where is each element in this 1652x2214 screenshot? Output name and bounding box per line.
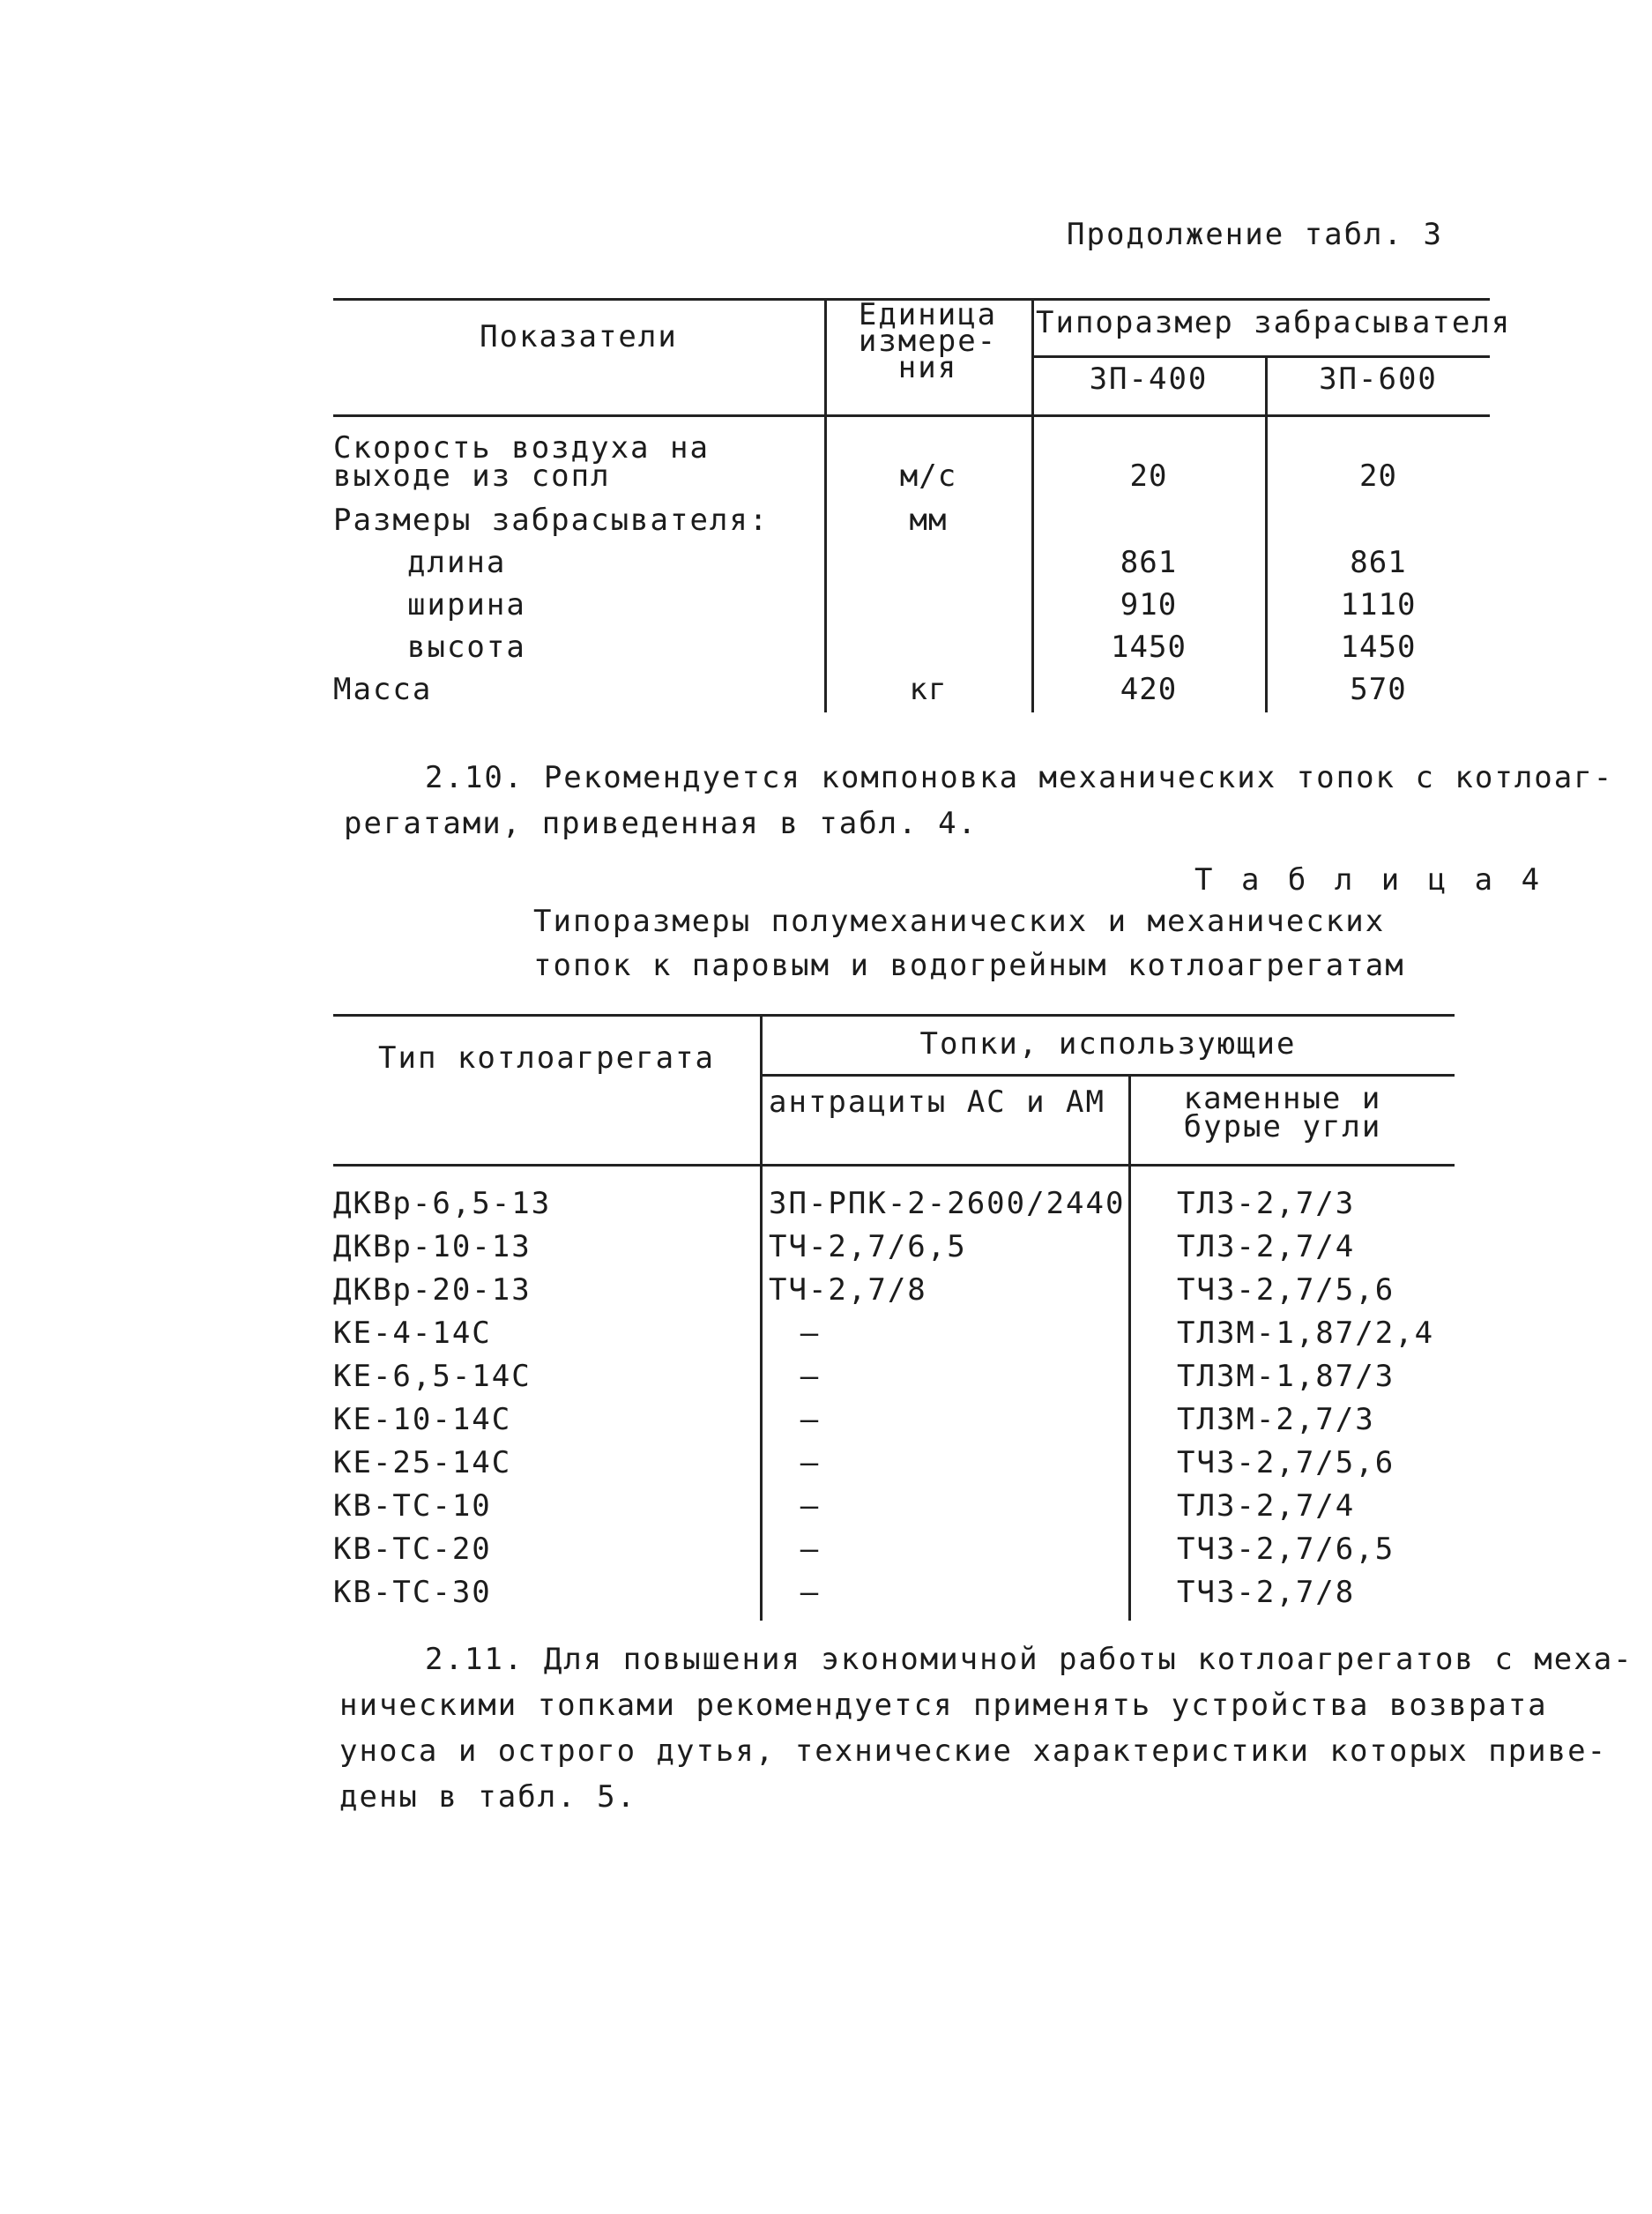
header-anthracite: антрациты АС и АМ (769, 1085, 1105, 1120)
table3-row-value-zp600: 861 (1350, 545, 1407, 580)
table4-row-coal: ТЛЗМ-1,87/3 (1177, 1359, 1395, 1394)
header-fireboxes: Топки, использующие (919, 1026, 1297, 1062)
paragraph-2-10-line-2: регатами, приведенная в табл. 4. (344, 806, 979, 841)
header-col-zp600: ЗП-600 (1319, 362, 1438, 397)
paragraph-2-11-line-2: ническими топками рекомендуется применять устройства возврата (339, 1688, 1548, 1723)
table4-row-type: ДКВр-20-13 (333, 1272, 532, 1308)
table3-row-label: Скорость воздуха на выходе из сопл (333, 430, 710, 494)
table4-row-coal: ТЧЗ-2,7/5,6 (1177, 1272, 1395, 1308)
paragraph-2-11-line-4: дены в табл. 5. (339, 1779, 637, 1815)
table4-row-anthracite: ЗП-РПК-2-2600/2440 (769, 1186, 1126, 1221)
table4-row-type: КВ-ТС-10 (333, 1488, 492, 1524)
header-unit: Единица измере- ния (858, 297, 998, 385)
table4-row-anthracite: ТЧ-2,7/6,5 (769, 1229, 967, 1264)
table3-row-value-zp600: 570 (1350, 672, 1407, 707)
table4-row-type: КЕ-10-14С (333, 1402, 512, 1437)
table3-row-value-zp400: 420 (1120, 672, 1178, 707)
table3-row-value-zp400: 1450 (1111, 630, 1187, 665)
table4-row-anthracite: – (800, 1532, 821, 1567)
table4-row-coal: ТЛЗМ-2,7/3 (1177, 1402, 1375, 1437)
table4-row-type: КВ-ТС-20 (333, 1532, 492, 1567)
table4-row-type: КЕ-25-14С (333, 1445, 512, 1480)
table3-row-value-zp400: 910 (1120, 587, 1178, 622)
table4-subheader-rule (760, 1074, 1455, 1077)
table4-row-anthracite: – (800, 1445, 821, 1480)
table4-row-coal: ТЛЗ-2,7/4 (1177, 1229, 1356, 1264)
table3-row-unit: мм (909, 503, 948, 538)
table3-row-value-zp400: 20 (1129, 458, 1168, 494)
table3-row-unit: кг (909, 672, 948, 707)
table4-row-anthracite: ТЧ-2,7/8 (769, 1272, 927, 1308)
table4-row-coal: ТЛЗМ-1,87/2,4 (1177, 1316, 1435, 1351)
table4-row-coal: ТЛЗ-2,7/3 (1177, 1186, 1356, 1221)
table3-row-unit: м/с (899, 458, 957, 494)
header-col-zp400: ЗП-400 (1089, 362, 1209, 397)
table3-header-rule (333, 414, 1490, 417)
table4-row-anthracite: – (800, 1402, 821, 1437)
table4-row-type: ДКВр-6,5-13 (333, 1186, 552, 1221)
header-indicators: Показатели (480, 319, 678, 354)
table4-row-anthracite: – (800, 1359, 821, 1394)
header-boiler-type: Тип котлоагрегата (378, 1040, 715, 1076)
header-coal: каменные и бурые угли (1183, 1081, 1382, 1144)
paragraph-2-11-line-3: уноса и острого дутья, технические характеристики которых приве- (339, 1733, 1608, 1769)
paragraph-2-11-line-1: 2.11. Для повышения экономичной работы котлоагрегатов с меха- (425, 1642, 1633, 1677)
table4-row-anthracite: – (800, 1488, 821, 1524)
table4-row-coal: ТЧЗ-2,7/6,5 (1177, 1532, 1395, 1567)
table4-row-coal: ТЛЗ-2,7/4 (1177, 1488, 1356, 1524)
table4-row-type: ДКВр-10-13 (333, 1229, 532, 1264)
table4-row-anthracite: – (800, 1575, 821, 1610)
header-size-group: Типоразмер забрасывателя (1036, 305, 1512, 340)
continuation-caption: Продолжение табл. 3 (1067, 217, 1443, 252)
table3-row-label: высота (407, 630, 526, 665)
table3-row-value-zp600: 20 (1359, 458, 1397, 494)
table4-row-anthracite: – (800, 1316, 821, 1351)
table4-title-line-2: топок к паровым и водогрейным котлоагрегатам (533, 948, 1405, 983)
paragraph-2-10-line-1: 2.10. Рекомендуется компоновка механических топок с котлоаг- (425, 760, 1614, 795)
table4-label: Т а б л и ц а 4 (1194, 862, 1545, 898)
table3-row-label: Размеры забрасывателя: (333, 503, 770, 538)
table3-row-label: ширина (407, 587, 526, 622)
table4-col-divider-2 (1128, 1074, 1131, 1621)
table4-row-type: КЕ-4-14С (333, 1316, 492, 1351)
table4-row-coal: ТЧЗ-2,7/5,6 (1177, 1445, 1395, 1480)
table3-row-label: Масса (333, 672, 433, 707)
table4-title-line-1: Типоразмеры полумеханических и механических (533, 904, 1386, 939)
table4-row-type: КВ-ТС-30 (333, 1575, 492, 1610)
table3-row-value-zp600: 1450 (1340, 630, 1417, 665)
table4-row-type: КЕ-6,5-14С (333, 1359, 532, 1394)
table3-row-label: длина (407, 545, 507, 580)
table3-row-value-zp600: 1110 (1340, 587, 1417, 622)
table3-subheader-rule (1031, 355, 1490, 358)
table3-row-value-zp400: 861 (1120, 545, 1178, 580)
table4-header-rule (333, 1164, 1455, 1167)
table4-top-rule (333, 1014, 1455, 1017)
table4-row-coal: ТЧЗ-2,7/8 (1177, 1575, 1356, 1610)
